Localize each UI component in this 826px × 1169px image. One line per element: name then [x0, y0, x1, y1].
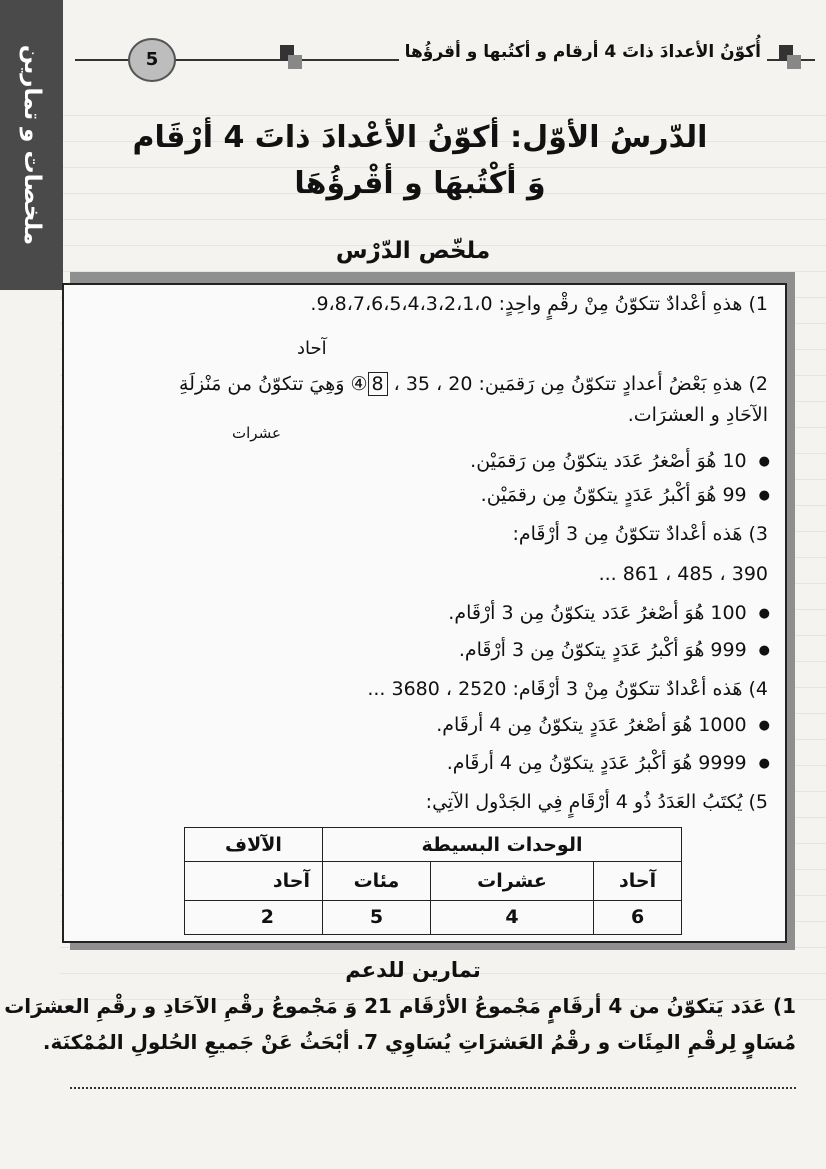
item-2-continuation: الآحَادِ و العشرَات. — [627, 404, 768, 426]
header-title: أُكوّنُ الأعدادَ ذاتَ 4 أرقام و أكتُبها و أقرؤُها — [399, 42, 767, 62]
item-4-bullet-1: ● 1000 هُوَ أصْغرُ عَدَدٍ يتكوّنُ مِن 4 أرقَام. — [436, 714, 770, 736]
table-col-tens: عشرات — [430, 862, 593, 900]
item-2 — [179, 372, 768, 396]
annotation-tens: عشرات — [232, 424, 281, 442]
circled-digit: ④ — [350, 373, 368, 395]
page-header — [75, 36, 815, 82]
exercise-1-line-1: 1) عَدَد يَتكوّنُ من 4 أرقَامٍ مَجْموعُ الأرْقَام 21 وَ مَجْموعُ رقْمِ الآحَادِ و رقْمِ العشرَات — [4, 994, 796, 1018]
page-number: 5 — [128, 38, 176, 82]
item-4-bullet-2: ● 9999 هُوَ أكْبرُ عَدَدٍ يتكوّنُ مِن 4 أرقَام. — [447, 752, 770, 774]
table-col-units: آحاد — [594, 862, 682, 900]
item-2-post: وَهِيَ تتكوّنُ من مَنْزلَةِ — [179, 373, 351, 395]
item-2-pre: 2) هذهِ بَعْضُ أعدادٍ تتكوّنُ مِن رَقمَين: 20 ، 35 ، — [387, 373, 768, 395]
table-header-thousands: الآلاف — [185, 828, 323, 862]
table-cell-tens: 4 — [430, 900, 593, 934]
exercise-1-line-2: مُسَاوٍ لِرقْمِ المِئَات و رقْمُ العَشرَاتِ يُسَاوِي 7. أبْحَثُ عَنْ جَميعِ الحُلولِ المُمْكنَة. — [42, 1030, 796, 1054]
boxed-digit: 8 — [368, 372, 388, 396]
item-5: 5) يُكتَبُ العَدَدُ ذُو 4 أرْقَامٍ فِي الجَدْول الآتِي: — [425, 791, 768, 813]
answer-dotted-line[interactable] — [70, 1087, 796, 1089]
exercises-heading: تمارين للدعم — [345, 958, 481, 982]
table-cell-units: 6 — [594, 900, 682, 934]
item-4-head: 4) هَذه أعْدادٌ تتكوّنُ مِنْ 3 أرْقَام: 2520 ، 3680 ... — [367, 678, 768, 700]
item-3-numbers: 390 ، 485 ، 861 ... — [598, 563, 768, 585]
side-tab-label: ملخصات و تمارين — [18, 44, 45, 246]
table-col-thousands-units: آحاد — [185, 862, 323, 900]
item-2-bullet-1: ● 10 هُوَ أصْغرُ عَدَد يتكوّنُ مِن رَقمَيْن. — [470, 450, 770, 472]
summary-heading: ملخّص الدّرْس — [335, 238, 491, 264]
item-2-bullet-2: ● 99 هُوَ أكْبرُ عَدَدٍ يتكوّنُ مِن رقمَيْن. — [481, 484, 770, 506]
header-square-icon — [288, 55, 302, 69]
item-3-bullet-2: ● 999 هُوَ أكْبرُ عَدَدٍ يتكوّنُ مِن 3 أرْقَام. — [459, 639, 770, 661]
annotation-units: آحاد — [297, 338, 327, 359]
lesson-title-line2: وَ أكْتُبهَا و أقْرؤُهَا — [294, 166, 546, 201]
table-cell-thousands-units: 2 — [185, 900, 323, 934]
table-header-simple-units: الوحدات البسيطة — [322, 828, 681, 862]
item-3-bullet-1: ● 100 هُوَ أصْغرُ عَدَد يتكوّنُ مِن 3 أرْقَام. — [448, 602, 770, 624]
item-3-head: 3) هَذه أعْدادٌ تتكوّنُ مِن 3 أرْقَام: — [512, 523, 768, 545]
table-cell-hundreds: 5 — [322, 900, 430, 934]
table-col-hundreds: مئات — [322, 862, 430, 900]
item-1: 1) هذهِ أعْدادٌ تتكوّنُ مِنْ رقْمٍ واحِدٍ: 9،8،7،6،5،4،3،2،1،0. — [310, 293, 768, 315]
header-square-icon — [787, 55, 801, 69]
place-value-table — [184, 827, 682, 935]
lesson-title-line1: الدّرسُ الأوّل: أكوّنُ الأعْدادَ ذاتَ 4 أرْقَام — [132, 120, 708, 155]
